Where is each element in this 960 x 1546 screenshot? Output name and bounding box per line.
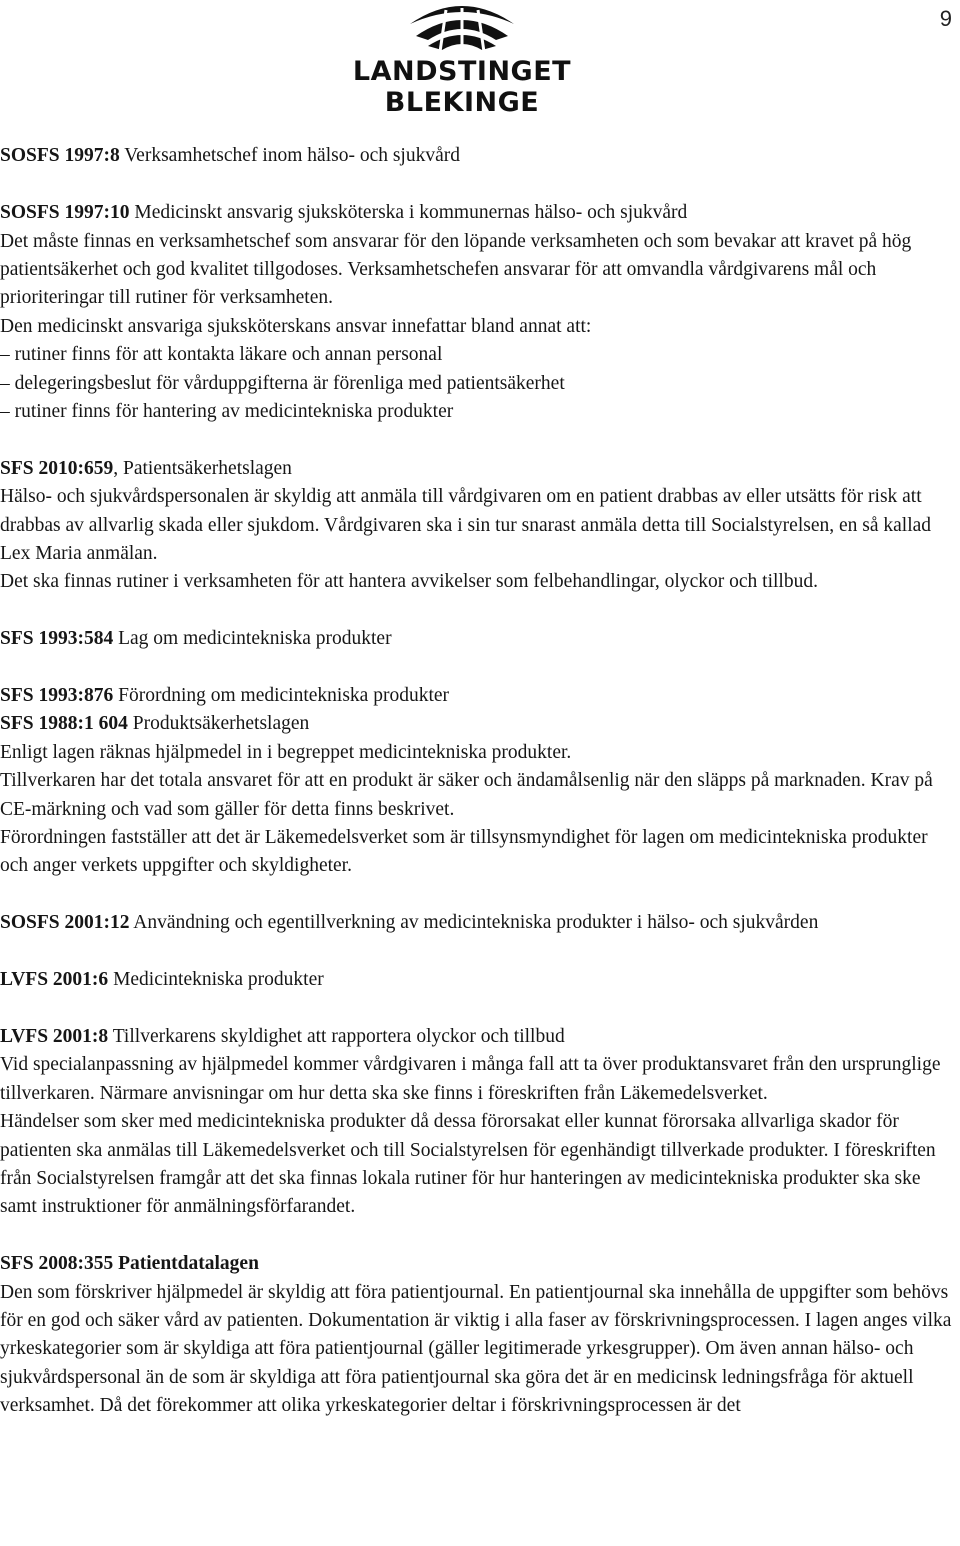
reference-code: SFS 1993:876 [0, 685, 114, 707]
paragraph-text: Tillverkarens skyldighet att rapportera olyckor och tillbud [108, 1025, 565, 1047]
paragraph-gap [0, 1222, 958, 1250]
reference-paragraph [0, 682, 958, 710]
reference-code: LVFS 2001:8 [0, 1025, 109, 1047]
reference-paragraph [0, 966, 958, 994]
paragraph-text: Den medicinskt ansvariga sjuksköterskans ansvar innefattar bland annat att: [0, 315, 592, 337]
reference-code: SOSFS 2001:12 [0, 912, 130, 934]
reference-paragraph [0, 710, 958, 738]
body-paragraph [0, 313, 958, 341]
paragraph-text: Förordning om medicintekniska produkter [113, 685, 450, 707]
reference-paragraph [0, 199, 958, 227]
page-number: 9 [939, 6, 952, 31]
paragraph-gap [0, 881, 958, 909]
reference-paragraph [0, 909, 958, 937]
reference-code: SFS 1993:584 [0, 628, 114, 650]
paragraph-text: , Patientsäkerhetslagen [113, 457, 292, 479]
paragraph-gap [0, 426, 958, 454]
paragraph-text: – rutiner finns för att kontakta läkare och annan personal [0, 344, 443, 366]
reference-paragraph [0, 142, 958, 170]
body-paragraph [0, 483, 958, 568]
body-paragraph [0, 228, 958, 313]
body-paragraph [0, 341, 958, 369]
paragraph-text: Enligt lagen räknas hjälpmedel in i begreppet medicintekniska produkter. [0, 741, 572, 763]
reference-code: SOSFS 1997:10 [0, 202, 130, 224]
logo-text: LANDSTINGET BLEKINGE [352, 56, 572, 118]
paragraph-text: Förordningen fastställer att det är Läkemedelsverket som är tillsynsmyndighet för lagen om medicintekniska produkter och anger verkets uppgifter och skyldigheter. [0, 827, 928, 877]
reference-paragraph [0, 1023, 958, 1051]
logo [282, 2, 642, 118]
paragraph-text: – delegeringsbeslut för vårduppgifterna är förenliga med patientsäkerhet [0, 372, 565, 394]
paragraph-text: Tillverkaren har det totala ansvaret för att en produkt är säker och ändamålsenlig när den släpps på marknaden. Krav på CE-märkning och vad som gäller för detta finns beskrivet. [0, 770, 933, 820]
paragraph-text: Produktsäkerhetslagen [127, 713, 310, 735]
paragraph-text: Den som förskriver hjälpmedel är skyldig att föra patientjournal. En patientjournal ska innehålla de uppgifter som behövs för en god och säker vård av patienten. Dokumentation är viktig i alla faser av förskrivningsprocessen. I lagen anges vilka yrkeskategorier som är skyldiga att föra patientjournal (gäller legitimerade yrkesgrupper). Om även annan hälso- och sjukvårdspersonal än de som är skyldiga att föra patientjournal ska göra det är en medicinsk ledningsfråga för aktuell verksamhet. Då det förekommer att olika yrkeskategorier deltar i förskrivningsprocessen är det [0, 1281, 952, 1417]
paragraph-text: Medicintekniska produkter [108, 969, 324, 991]
body-paragraph [0, 398, 958, 426]
reference-paragraph [0, 455, 958, 483]
paragraph-gap [0, 171, 958, 199]
paragraph-text: Händelser som sker med medicintekniska produkter då dessa förorsakat eller kunnat förorsaka allvarliga skador för patienten ska anmälas till Läkemedelsverket och till Socialstyrelsen för egenhändigt tillverkade produkter. I föreskriften från Socialstyrelsen framgår att det ska finnas lokala rutiner för hur hanteringen av medicintekniska produkter ska ske samt instruktioner för anmälningsförfarandet. [0, 1111, 936, 1218]
logo-emblem-icon [406, 2, 518, 52]
body-paragraph [0, 1051, 958, 1108]
paragraph-text: – rutiner finns för hantering av medicintekniska produkter [0, 401, 454, 423]
paragraph-gap [0, 114, 958, 142]
reference-code: LVFS 2001:6 [0, 969, 109, 991]
reference-code: SFS 1988:1 604 [0, 713, 128, 735]
body-paragraph [0, 767, 958, 824]
reference-code: SOSFS 1997:8 [0, 145, 120, 167]
paragraph-text: Medicinskt ansvarig sjuksköterska i kommunernas hälso- och sjukvård [129, 202, 688, 224]
paragraph-gap [0, 938, 958, 966]
paragraph-text: Verksamhetschef inom hälso- och sjukvård [119, 145, 461, 167]
reference-paragraph [0, 625, 958, 653]
paragraph-text: Det måste finnas en verksamhetschef som ansvarar för den löpande verksamheten och som bevakar att kravet på hög patientsäkerhet och god kvalitet tillgodoses. Verksamhetschefen ansvarar för att omvandla vårdgivarens mål och prioriteringar till rutiner för verksamheten. [0, 230, 912, 309]
document-body [0, 114, 958, 1421]
body-paragraph [0, 739, 958, 767]
paragraph-text: Användning och egentillverkning av medicintekniska produkter i hälso- och sjukvården [129, 912, 819, 934]
paragraph-gap [0, 994, 958, 1022]
reference-code: SFS 2008:355 Patientdatalagen [0, 1253, 259, 1275]
paragraph-text: Det ska finnas rutiner i verksamheten för att hantera avvikelser som felbehandlingar, olyckor och tillbud. [0, 571, 818, 593]
body-paragraph [0, 1279, 958, 1421]
paragraph-text: Lag om medicintekniska produkter [113, 628, 392, 650]
reference-paragraph [0, 1250, 958, 1278]
paragraph-gap [0, 654, 958, 682]
paragraph-gap [0, 597, 958, 625]
reference-code: SFS 2010:659 [0, 457, 114, 479]
body-paragraph [0, 568, 958, 596]
body-paragraph [0, 824, 958, 881]
paragraph-text: Vid specialanpassning av hjälpmedel kommer vårdgivaren i många fall att ta över produktansvaret från den ursprunglige tillverkaren. Närmare anvisningar om hur detta ska ske finns i föreskriften från Läkemedelsverket. [0, 1054, 941, 1104]
body-paragraph [0, 1108, 958, 1222]
paragraph-text: Hälso- och sjukvårdspersonalen är skyldig att anmäla till vårdgivaren om en patient drabbas av eller utsätts för risk att drabbas av allvarlig skada eller sjukdom. Vårdgivaren ska i sin tur snarast anmäla detta till Socialstyrelsen, en så kallad Lex Maria anmälan. [0, 486, 932, 565]
body-paragraph [0, 370, 958, 398]
